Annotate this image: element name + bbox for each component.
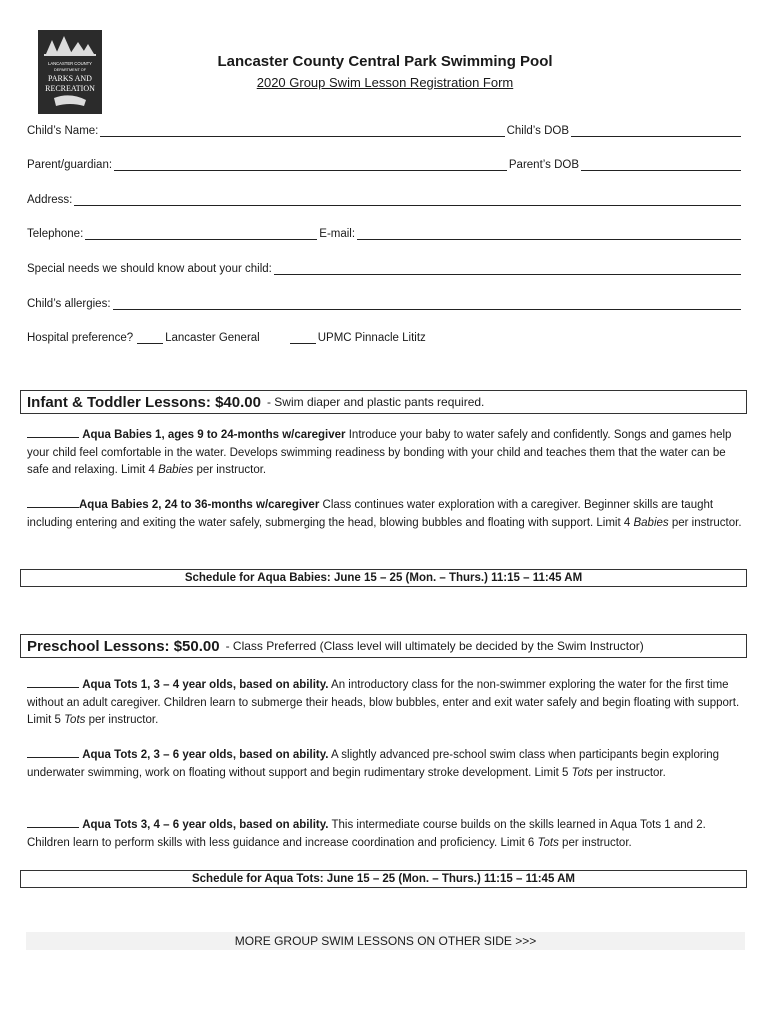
aqua-babies-2-limit-unit: Babies — [633, 516, 669, 529]
parent-row — [27, 158, 743, 171]
infant-section-heading — [20, 390, 747, 414]
special-needs-row — [27, 262, 743, 275]
parks-recreation-logo — [38, 30, 102, 114]
address-row — [27, 193, 743, 206]
aqua-tots-2-item — [27, 747, 745, 782]
aqua-tots-2-limit-unit: Tots — [571, 766, 593, 779]
email-field[interactable] — [357, 227, 741, 240]
child-name-field[interactable] — [100, 124, 504, 137]
special-needs-label: Special needs we should know about your child: — [27, 263, 272, 275]
telephone-row — [27, 227, 743, 240]
email-label: E-mail: — [319, 228, 356, 240]
child-name-label: Child’s Name: — [27, 125, 99, 137]
aqua-babies-1-desc: Introduce your baby to water safely and confidently. Songs and games help your child feel comfortable in the water. Develops swimming readiness by bonding with your child and teaches them that the water can be safe and relaxing. Limit 4 — [27, 429, 732, 476]
aqua-babies-schedule: Schedule for Aqua Babies: June 15 – 25 (Mon. – Thurs.) 11:15 – 11:45 AM — [20, 569, 747, 587]
aqua-tots-3-item — [27, 817, 745, 852]
aqua-babies-1-title: Aqua Babies 1, ages 9 to 24-months w/caregiver — [82, 429, 346, 441]
hospital-row — [27, 331, 743, 344]
aqua-babies-2-item — [27, 497, 745, 532]
child-name-row — [27, 124, 743, 137]
more-lessons-note: MORE GROUP SWIM LESSONS ON OTHER SIDE >>> — [26, 932, 745, 950]
svg-text:LANCASTER COUNTY: LANCASTER COUNTY — [48, 61, 92, 66]
aqua-tots-2-title: Aqua Tots 2, 3 – 6 year olds, based on ability. — [82, 749, 329, 761]
address-field[interactable] — [74, 193, 741, 206]
svg-text:PARKS AND: PARKS AND — [48, 74, 92, 83]
parent-dob-field[interactable] — [581, 158, 741, 171]
allergies-field[interactable] — [113, 297, 741, 310]
special-needs-field[interactable] — [274, 262, 741, 275]
aqua-tots-3-title: Aqua Tots 3, 4 – 6 year olds, based on ability. — [82, 819, 329, 831]
aqua-tots-2-blank[interactable] — [27, 747, 79, 758]
aqua-tots-1-limit-unit: Tots — [64, 714, 86, 726]
svg-text:RECREATION: RECREATION — [45, 84, 95, 93]
aqua-babies-1-blank[interactable] — [27, 427, 79, 438]
preschool-section-heading — [20, 634, 747, 658]
aqua-babies-2-desc: Class continues water exploration with a caregiver. Beginner skills are taught including entering and exiting the water safely, submerging the head, blowing bubbles and floating with support. Limit 4 — [27, 499, 714, 529]
aqua-babies-2-end: per instructor. — [671, 516, 742, 529]
aqua-babies-1-end: per instructor. — [196, 464, 267, 476]
form-title: Lancaster County Central Park Swimming Pool — [217, 53, 553, 70]
child-dob-label: Child’s DOB — [506, 125, 569, 137]
form-subtitle: 2020 Group Swim Lesson Registration Form — [256, 75, 514, 90]
hospital-opt2-blank[interactable] — [290, 331, 316, 344]
aqua-tots-1-desc: An introductory class for the non-swimmer exploring the water for the first time without an adult caregiver. Children learn to submerge their heads, blow bubbles, enter and exit water safely and begin floating with support. Limit 5 — [27, 679, 740, 726]
aqua-tots-3-limit-unit: Tots — [537, 836, 559, 849]
aqua-tots-1-title: Aqua Tots 1, 3 – 4 year olds, based on ability. — [82, 679, 329, 691]
telephone-label: Telephone: — [27, 228, 84, 240]
hospital-label: Hospital preference? — [27, 332, 134, 344]
infant-heading-note: - Swim diaper and plastic pants required. — [266, 395, 485, 409]
aqua-babies-2-blank[interactable] — [27, 497, 79, 508]
hospital-opt2-label: UPMC Pinnacle Lititz — [317, 332, 426, 344]
hospital-opt1-blank[interactable] — [137, 331, 163, 344]
aqua-tots-2-end: per instructor. — [596, 766, 666, 779]
allergies-row — [27, 297, 743, 310]
parent-dob-label: Parent’s DOB — [508, 159, 579, 171]
aqua-tots-3-blank[interactable] — [27, 817, 79, 828]
telephone-field[interactable] — [85, 227, 317, 240]
allergies-label: Child’s allergies: — [27, 298, 111, 310]
aqua-babies-2-title: Aqua Babies 2, 24 to 36-months w/caregiver — [79, 499, 320, 511]
parent-label: Parent/guardian: — [27, 159, 113, 171]
aqua-babies-1-limit-unit: Babies — [158, 464, 194, 476]
svg-text:DEPARTMENT OF: DEPARTMENT OF — [53, 68, 87, 72]
preschool-heading-price: Preschool Lessons: $50.00 — [27, 637, 220, 655]
address-label: Address: — [27, 194, 73, 206]
parent-field[interactable] — [114, 158, 507, 171]
infant-heading-price: Infant & Toddler Lessons: $40.00 — [27, 393, 261, 411]
preschool-heading-note: - Class Preferred (Class level will ultimately be decided by the Swim Instructor) — [225, 639, 644, 653]
aqua-tots-1-item — [27, 677, 745, 730]
hospital-opt1-label: Lancaster General — [165, 332, 260, 344]
aqua-tots-2-desc: A slightly advanced pre-school swim class when participants begin exploring underwater swimming, work on floating without support and begin rudimentary stroke development. Limit 5 — [27, 749, 720, 779]
aqua-tots-1-end: per instructor. — [88, 714, 159, 726]
child-dob-field[interactable] — [571, 124, 741, 137]
aqua-tots-3-desc: This intermediate course builds on the skills learned in Aqua Tots 1 and 2. Children learn to perform skills with less guidance and increase coordination and proficiency. Limit 6 — [27, 819, 706, 849]
aqua-tots-3-end: per instructor. — [562, 836, 632, 849]
logo-graphic — [40, 32, 100, 112]
aqua-babies-1-item — [27, 427, 745, 480]
aqua-tots-1-blank[interactable] — [27, 677, 79, 688]
aqua-tots-schedule: Schedule for Aqua Tots: June 15 – 25 (Mon. – Thurs.) 11:15 – 11:45 AM — [20, 870, 747, 888]
